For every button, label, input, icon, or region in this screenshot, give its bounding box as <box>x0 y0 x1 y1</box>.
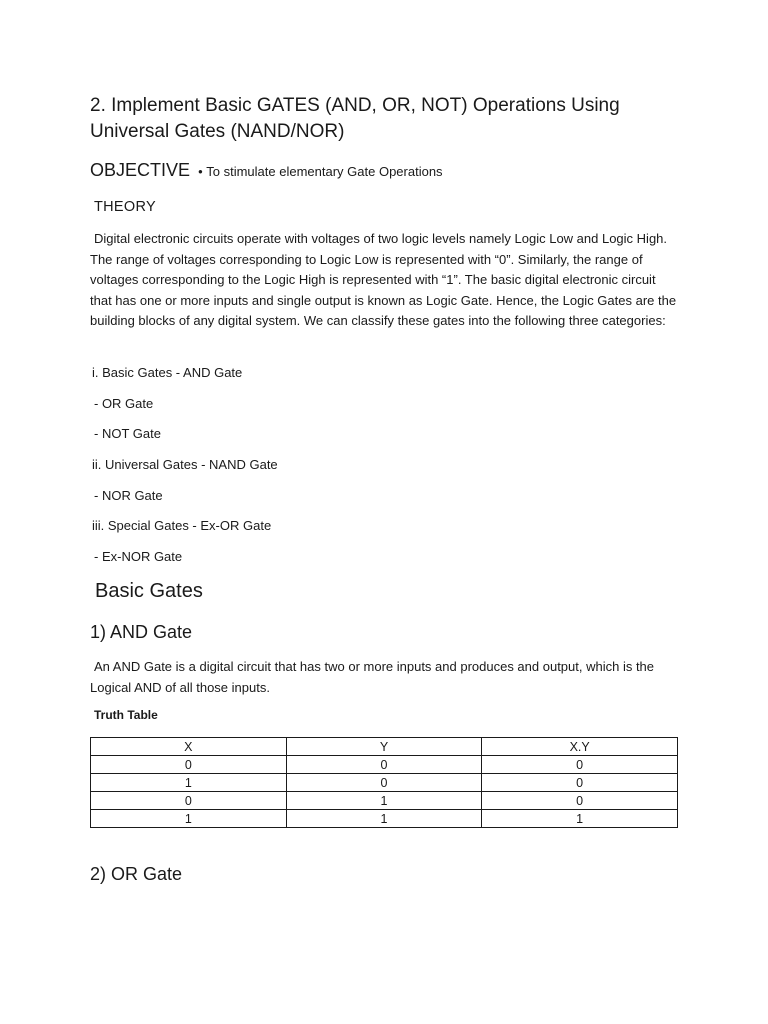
truth-table-heading: Truth Table <box>94 708 158 722</box>
table-cell: 1 <box>91 774 287 792</box>
or-gate-heading: 2) OR Gate <box>90 864 183 884</box>
category-item: - OR Gate <box>94 396 154 411</box>
category-item: - Ex-NOR Gate <box>94 549 183 564</box>
and-gate-paragraph: An AND Gate is a digital circuit that has two or more inputs and produces and output, which is the Logical AND of all those inputs. <box>90 659 655 695</box>
theory-paragraph: Digital electronic circuits operate with voltages of two logic levels namely Logic Low and Logic High. The range of voltages corresponding to Logic Low is represented with “0”. Similarly, the range of voltages corresponding to the Logic High is represented with “1”. The basic digital electronic circuit that has one or more inputs and single output is known as Logic Gate. Hence, the Logic Gates are the building blocks of any digital system. We can classify these gates into the following three categories: <box>90 231 677 329</box>
category-item: ii. Universal Gates - NAND Gate <box>92 457 278 472</box>
column-header-x: X <box>91 738 287 756</box>
table-cell: 1 <box>482 810 678 828</box>
table-cell: 0 <box>482 774 678 792</box>
column-header-output: X.Y <box>482 738 678 756</box>
objective-bullet: • <box>194 164 207 179</box>
category-item: - NOT Gate <box>94 426 161 441</box>
table-row <box>91 792 678 810</box>
table-cell: 1 <box>286 792 482 810</box>
category-item: i. Basic Gates - AND Gate <box>92 365 243 380</box>
truth-table <box>90 737 678 828</box>
table-cell: 0 <box>286 756 482 774</box>
table-cell: 1 <box>286 810 482 828</box>
objective-heading: OBJECTIVE <box>90 160 191 180</box>
table-row <box>91 774 678 792</box>
table-cell: 0 <box>482 792 678 810</box>
table-cell: 0 <box>482 756 678 774</box>
document-title: 2. Implement Basic GATES (AND, OR, NOT) Operations Using Universal Gates (NAND/NOR) <box>90 95 620 142</box>
table-row <box>91 756 678 774</box>
table-cell: 0 <box>286 774 482 792</box>
column-header-y: Y <box>286 738 482 756</box>
category-item: iii. Special Gates - Ex-OR Gate <box>92 518 272 533</box>
objective-text: To stimulate elementary Gate Operations <box>206 164 443 179</box>
basic-gates-heading: Basic Gates <box>95 580 203 602</box>
table-cell: 1 <box>91 810 287 828</box>
table-cell: 0 <box>91 756 287 774</box>
table-row <box>91 810 678 828</box>
category-item: - NOR Gate <box>94 488 163 503</box>
table-cell: 0 <box>91 792 287 810</box>
and-gate-heading: 1) AND Gate <box>90 622 193 642</box>
theory-heading: THEORY <box>94 199 156 215</box>
objective-line <box>90 160 690 181</box>
truth-table-header-row <box>91 738 678 756</box>
